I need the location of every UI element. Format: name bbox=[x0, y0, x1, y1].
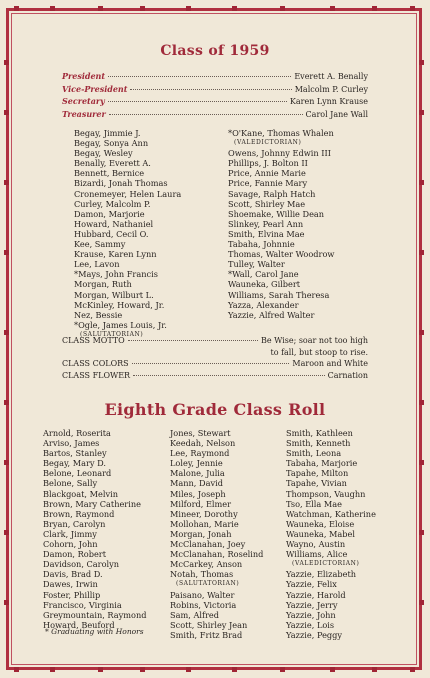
student-name: Lee, Lavon bbox=[74, 259, 120, 270]
border-stud bbox=[410, 667, 415, 672]
student-name: McKinley, Howard, Jr. bbox=[74, 299, 165, 310]
border-stud bbox=[98, 667, 103, 672]
officer-name: Karen Lynn Krause bbox=[289, 97, 368, 106]
student-name: Thomas, Walter Woodrow bbox=[228, 249, 335, 260]
student-name: Loley, Jennie bbox=[170, 458, 223, 469]
student-name: Arnold, Roserita bbox=[43, 428, 111, 438]
student-name: Milford, Elmer bbox=[170, 498, 232, 509]
student-name: Cronemeyer, Helen Laura bbox=[74, 188, 182, 199]
student-name: McCarkey, Anson bbox=[170, 559, 243, 570]
student-name: Begay, Mary D. bbox=[43, 458, 107, 469]
student-name: Yazza, Alexander bbox=[228, 299, 299, 310]
student-name: Davidson, Carolyn bbox=[43, 559, 120, 570]
student-name: Morgan, Jonah bbox=[170, 528, 232, 539]
officer-row bbox=[62, 71, 368, 84]
border-stud bbox=[419, 530, 424, 535]
border-stud bbox=[419, 250, 424, 255]
border-stud bbox=[186, 6, 191, 11]
student-name: Robins, Victoria bbox=[170, 599, 237, 610]
border-stud bbox=[280, 667, 285, 672]
student-name: Williams, Sarah Theresa bbox=[228, 289, 330, 300]
officer-name: Malcolm P. Curley bbox=[294, 84, 368, 94]
border-stud bbox=[330, 667, 335, 672]
student-name: Morgan, Ruth bbox=[74, 279, 132, 290]
border-stud bbox=[4, 180, 9, 185]
student-name: Damon, Marjorie bbox=[74, 208, 145, 219]
officer-row bbox=[62, 96, 368, 109]
border-stud bbox=[140, 667, 145, 672]
student-name: Price, Annie Marie bbox=[228, 168, 306, 179]
dot-leader bbox=[133, 375, 325, 376]
motto-line-1: Be Wise; soar not too high bbox=[260, 336, 368, 345]
student-name: Brown, Raymond bbox=[43, 508, 115, 519]
student-name: Clark, Jimmy bbox=[43, 528, 97, 539]
student-name: Yazzie, John bbox=[286, 609, 336, 620]
student-name: Francisco, Virginia bbox=[43, 599, 122, 610]
colors-row bbox=[62, 359, 368, 371]
student-name: Mollohan, Marie bbox=[170, 518, 239, 529]
border-stud bbox=[419, 180, 424, 185]
student-name: Begay, Sonya Ann bbox=[74, 138, 149, 149]
student-name: Tso, Ella Mae bbox=[286, 498, 343, 509]
student-name: Savage, Ralph Hatch bbox=[228, 188, 316, 199]
student-name: Smith, Kathleen bbox=[286, 428, 353, 438]
student-name: Yazzie, Alfred Walter bbox=[228, 309, 315, 320]
student-name: Brown, Mary Catherine bbox=[43, 498, 141, 509]
student-name: *Wall, Carol Jane bbox=[228, 269, 299, 280]
student-name: Dawes, Irwin bbox=[43, 579, 98, 590]
student-name: Miles, Joseph bbox=[170, 488, 226, 499]
student-name: Watchman, Katherine bbox=[286, 508, 376, 519]
border-stud bbox=[50, 6, 55, 11]
dot-leader bbox=[132, 363, 290, 364]
student-name: Notah, Thomas bbox=[170, 569, 234, 580]
officer-row bbox=[62, 84, 368, 97]
motto-row-2 bbox=[62, 348, 368, 360]
border-stud bbox=[419, 110, 424, 115]
student-name: Blackgoat, Melvin bbox=[43, 488, 118, 499]
student-name: Kee, Sammy bbox=[74, 239, 126, 250]
dot-leader bbox=[108, 101, 287, 102]
student-name: Nez, Bessie bbox=[74, 309, 123, 320]
border-stud bbox=[4, 330, 9, 335]
student-name: Howard, Nathaniel bbox=[74, 218, 154, 229]
roll-title: Eighth Grade Class Roll bbox=[104, 400, 326, 419]
student-name: *Ogle, James Louis, Jr. bbox=[74, 319, 167, 330]
student-name: Smith, Elvina Mae bbox=[228, 228, 305, 239]
class-title: Class of 1959 bbox=[160, 43, 270, 59]
student-name: Arviso, James bbox=[43, 438, 100, 449]
officer-role: Vice-President bbox=[62, 83, 128, 94]
officer-name: Carol Jane Wall bbox=[305, 109, 368, 119]
student-name: Malone, Julia bbox=[170, 468, 225, 479]
student-name: Begay, Jimmie J. bbox=[74, 128, 141, 138]
student-name: Bartos, Stanley bbox=[43, 448, 107, 459]
border-stud bbox=[419, 460, 424, 465]
dot-leader bbox=[128, 340, 258, 341]
border-stud bbox=[4, 60, 9, 65]
student-name: Yazzie, Jerry bbox=[286, 599, 338, 610]
student-name: Yazzie, Lois bbox=[286, 619, 335, 630]
student-name: Yazzie, Peggy bbox=[286, 629, 343, 640]
student-name: Mann, David bbox=[170, 478, 223, 489]
honor-designation: (VALEDICTORIAN) bbox=[234, 139, 302, 147]
roll-column-2 bbox=[170, 428, 263, 640]
student-name: Davis, Brad D. bbox=[43, 569, 103, 580]
border-stud bbox=[14, 667, 19, 672]
student-name: Begay, Wesley bbox=[74, 148, 133, 159]
honors-footnote: * Graduating with Honors bbox=[45, 627, 144, 636]
honor-designation: (VALEDICTORIAN) bbox=[292, 560, 360, 568]
border-stud bbox=[419, 60, 424, 65]
student-name: Damon, Robert bbox=[43, 549, 107, 560]
student-name: Tulley, Walter bbox=[228, 259, 285, 270]
border-stud bbox=[4, 600, 9, 605]
colors-label: CLASS COLORS bbox=[62, 359, 129, 368]
class-details bbox=[62, 336, 368, 382]
student-name: Wauneka, Mabel bbox=[286, 528, 355, 539]
border-stud bbox=[4, 530, 9, 535]
student-name: Bennett, Bernice bbox=[74, 168, 145, 179]
student-name: Scott, Shirley Jean bbox=[170, 619, 248, 630]
motto-line-2: to fall, but stoop to rise. bbox=[270, 347, 368, 357]
student-name: Belone, Leonard bbox=[43, 468, 112, 479]
dot-leader bbox=[109, 114, 303, 115]
student-name: Tapahe, Vivian bbox=[286, 478, 347, 489]
border-stud bbox=[419, 330, 424, 335]
border-stud bbox=[372, 6, 377, 11]
student-name: Krause, Karen Lynn bbox=[74, 249, 157, 260]
student-name: *Mays, John Francis bbox=[74, 269, 158, 280]
motto-label: CLASS MOTTO bbox=[62, 336, 125, 345]
dot-leader bbox=[130, 89, 291, 90]
border-stud bbox=[140, 6, 145, 11]
student-name: Shoemake, Willie Dean bbox=[228, 208, 325, 219]
officer-role: Secretary bbox=[62, 96, 105, 106]
student-name: Owens, Johnny Edwin III bbox=[228, 148, 331, 159]
student-name: Thompson, Vaughn bbox=[286, 488, 366, 499]
roll-column-1 bbox=[43, 428, 147, 630]
student-name: Mineer, Dorothy bbox=[170, 508, 238, 519]
student-name: Jones, Stewart bbox=[170, 428, 231, 438]
student-name: Wauneka, Eloise bbox=[286, 518, 355, 529]
student-name: Wauneka, Gilbert bbox=[228, 279, 301, 290]
flower-label: CLASS FLOWER bbox=[62, 370, 131, 380]
student-name: Foster, Phillip bbox=[43, 589, 101, 600]
student-name: McClanahan, Joey bbox=[170, 539, 246, 550]
student-name: Yazzie, Harold bbox=[286, 589, 346, 600]
officers-list bbox=[62, 71, 368, 121]
student-name: Belone, Sally bbox=[43, 478, 98, 489]
student-name: Curley, Malcolm P. bbox=[74, 198, 151, 209]
colors-value: Maroon and White bbox=[292, 359, 368, 368]
flower-value: Carnation bbox=[327, 370, 368, 380]
border-stud bbox=[50, 667, 55, 672]
student-name: Phillips, J. Bolton II bbox=[228, 158, 308, 169]
student-name: Slinkey, Pearl Ann bbox=[228, 218, 304, 229]
border-stud bbox=[232, 667, 237, 672]
seniors-list-right bbox=[228, 128, 334, 320]
student-name: Tapahe, Milton bbox=[286, 468, 349, 479]
officer-row bbox=[62, 109, 368, 122]
student-name: Yazzie, Elizabeth bbox=[286, 569, 357, 580]
honor-designation: (SALUTATORIAN) bbox=[80, 330, 144, 338]
border-stud bbox=[280, 6, 285, 11]
student-name: Williams, Alice bbox=[286, 549, 348, 560]
student-name: Bizardi, Jonah Thomas bbox=[74, 178, 168, 189]
border-stud bbox=[372, 667, 377, 672]
student-name: Price, Fannie Mary bbox=[228, 178, 308, 189]
student-name: Scott, Shirley Mae bbox=[228, 198, 306, 209]
student-name: Morgan, Wilburt L. bbox=[74, 289, 154, 300]
border-stud bbox=[4, 110, 9, 115]
student-name: Cohorn, John bbox=[43, 539, 98, 550]
student-name: Hubbard, Cecil O. bbox=[74, 228, 149, 239]
officer-role: Treasurer bbox=[62, 108, 106, 119]
officer-name: Everett A. Benally bbox=[294, 72, 368, 81]
border-stud bbox=[232, 6, 237, 11]
border-stud bbox=[330, 6, 335, 11]
student-name: Sam, Alfred bbox=[170, 609, 220, 620]
dot-leader bbox=[108, 76, 291, 77]
student-name: Keedah, Nelson bbox=[170, 438, 236, 449]
border-stud bbox=[186, 667, 191, 672]
student-name: Smith, Kenneth bbox=[286, 438, 351, 449]
border-stud bbox=[4, 250, 9, 255]
border-stud bbox=[4, 460, 9, 465]
honor-designation: (SALUTATORIAN) bbox=[176, 580, 240, 588]
student-name: McClanahan, Roselind bbox=[170, 549, 264, 560]
student-name: Wayno, Austin bbox=[286, 539, 346, 550]
student-name: Lee, Raymond bbox=[170, 448, 230, 459]
student-name: Tabaha, Johnnie bbox=[228, 239, 295, 250]
student-name: Paisano, Walter bbox=[170, 589, 235, 600]
student-name: Tabaha, Marjorie bbox=[286, 458, 358, 469]
student-name: Yazzie, Felix bbox=[286, 579, 337, 590]
border-stud bbox=[98, 6, 103, 11]
roll-column-3 bbox=[286, 428, 376, 640]
student-name: Smith, Leona bbox=[286, 448, 342, 459]
border-stud bbox=[14, 6, 19, 11]
student-name: Greymountain, Raymond bbox=[43, 609, 147, 620]
student-name: *O'Kane, Thomas Whalen bbox=[228, 128, 334, 138]
officer-role: President bbox=[62, 71, 106, 81]
student-name: Benally, Everett A. bbox=[74, 158, 151, 169]
border-stud bbox=[419, 600, 424, 605]
border-stud bbox=[410, 6, 415, 11]
student-name: Smith, Fritz Brad bbox=[170, 629, 243, 640]
student-name: Bryan, Carolyn bbox=[43, 518, 106, 529]
motto-row bbox=[62, 336, 368, 348]
seniors-list-left bbox=[74, 128, 181, 340]
student-name: Howard, Beuford bbox=[43, 619, 115, 630]
flower-row bbox=[62, 371, 368, 383]
